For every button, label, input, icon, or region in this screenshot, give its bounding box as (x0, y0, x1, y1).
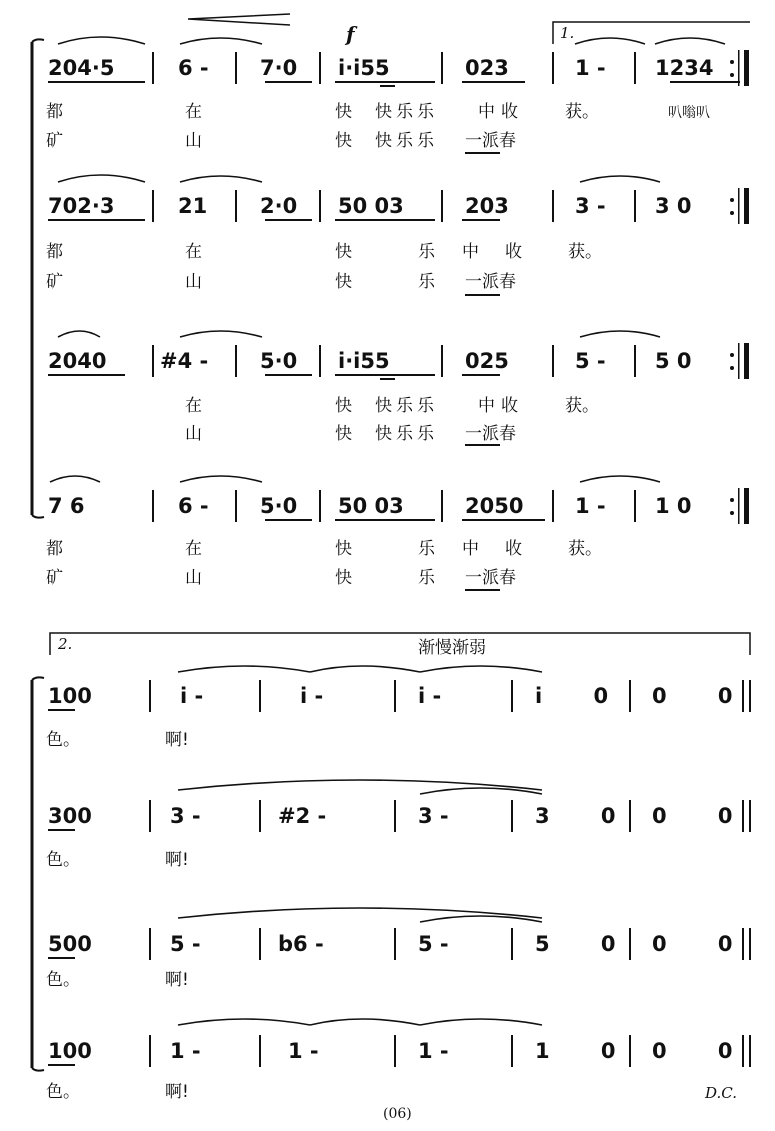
crescendo-hairpin (188, 14, 290, 25)
notes-s5-bar3: i - (300, 684, 324, 708)
notes-s6-bar4: 3 - (418, 804, 449, 828)
notes-s3-bar3: 5·0 (260, 349, 298, 373)
lyric: 快 (335, 102, 352, 122)
notes-s6-bar3: #2 - (278, 804, 327, 828)
notes-s2-bar3: 2·0 (260, 194, 298, 218)
notes-s7-bar4: 5 - (418, 932, 449, 956)
volta-1-label: 1. (560, 24, 575, 42)
lyric: 快乐乐 (375, 131, 438, 151)
notes-s4-bar1: 7 6 (48, 494, 85, 518)
notes-s2-bar7: 3 0 (655, 194, 692, 218)
notes-s8-bar3: 1 - (288, 1039, 319, 1063)
lyric: 叭嗡叭 (668, 105, 710, 121)
notes-s6-bar1: 300 (48, 804, 92, 828)
lyric: 中 (462, 242, 479, 262)
lyric: 快 (335, 568, 352, 588)
notes-s8-bar4: 1 - (418, 1039, 449, 1063)
notes-s2-bar5: 203 (465, 194, 509, 218)
notes-s6-bar6: 0 0 (652, 804, 755, 828)
notes-s7-bar1: 500 (48, 932, 92, 956)
lyric: 一派春 (465, 131, 516, 151)
lyric: 中收 (478, 396, 524, 416)
lyric: 快 (335, 396, 352, 416)
notes-s1-bar7: 1234 (655, 56, 714, 80)
notes-s5-bar5: i 0 (535, 684, 631, 708)
slurs (50, 37, 725, 1025)
tempo-marking: 渐慢渐弱 (418, 638, 486, 658)
barlines-section-2 (150, 680, 750, 1067)
lyric: 啊! (165, 730, 189, 750)
notes-s4-bar2: 6 - (178, 494, 209, 518)
notes-s5-bar4: i - (418, 684, 442, 708)
notes-s7-bar3: b6 - (278, 932, 324, 956)
lyric: 获。 (565, 396, 599, 416)
volta-2-bracket (50, 633, 750, 658)
lyric: 矿 (46, 272, 63, 292)
notes-s5-bar6: 0 0 (652, 684, 755, 708)
lyric: 都 (46, 242, 63, 262)
lyric: 啊! (165, 970, 189, 990)
lyric: 色。 (46, 970, 80, 990)
lyric: 乐 (418, 272, 435, 292)
lyric: 啊! (165, 1082, 189, 1102)
notes-s1-bar3: 7·0 (260, 56, 298, 80)
lyric: 都 (46, 102, 63, 122)
lyric: 收 (505, 242, 522, 262)
notes-s6-bar2: 3 - (170, 804, 201, 828)
repeat-barlines (730, 50, 749, 524)
rhythm-underlines (48, 82, 740, 1065)
notes-s1-bar4: i·i55 (338, 56, 390, 80)
dynamic-forte: f (346, 22, 355, 46)
lyric: 快 (335, 424, 352, 444)
lyric: 乐 (418, 539, 435, 559)
lyric: 色。 (46, 730, 80, 750)
lyric: 快乐乐 (375, 424, 438, 444)
notes-s4-bar5: 2050 (465, 494, 524, 518)
notes-s1-bar2: 6 - (178, 56, 209, 80)
lyric: 山 (185, 272, 202, 292)
notes-s2-bar4: 50 03 (338, 194, 404, 218)
lyric: 快 (335, 539, 352, 559)
lyric: 山 (185, 131, 202, 151)
notes-s3-bar2: #4 - (160, 349, 209, 373)
notes-s4-bar4: 50 03 (338, 494, 404, 518)
lyric: 矿 (46, 568, 63, 588)
notes-s1-bar5: 023 (465, 56, 509, 80)
notes-s8-bar5: 1 0 (535, 1039, 638, 1063)
lyric: 收 (505, 539, 522, 559)
lyric: 啊! (165, 850, 189, 870)
lyric: 快乐乐 (375, 102, 438, 122)
notes-s2-bar1: 702·3 (48, 194, 115, 218)
notes-s7-bar5: 5 0 (535, 932, 638, 956)
notes-s5-bar1: 100 (48, 684, 92, 708)
notes-s4-bar3: 5·0 (260, 494, 298, 518)
lyric: 快 (335, 242, 352, 262)
lyric: 一派春 (465, 568, 516, 588)
notes-s8-bar1: 100 (48, 1039, 92, 1063)
notes-s3-bar5: 025 (465, 349, 509, 373)
lyric: 一派春 (465, 272, 516, 292)
volta-2-label: 2. (58, 635, 73, 653)
barlines-section-1 (153, 52, 635, 522)
notes-s4-bar7: 1 0 (655, 494, 692, 518)
notes-s1-bar1: 204·5 (48, 56, 115, 80)
lyric: 山 (185, 424, 202, 444)
notes-s6-bar5: 3 0 (535, 804, 638, 828)
notes-s5-bar2: i - (180, 684, 204, 708)
lyric: 中 (462, 539, 479, 559)
lyric: 山 (185, 568, 202, 588)
lyric: 色。 (46, 1082, 80, 1102)
notes-s7-bar2: 5 - (170, 932, 201, 956)
lyric: 获。 (568, 242, 602, 262)
notes-s8-bar2: 1 - (170, 1039, 201, 1063)
notes-s3-bar7: 5 0 (655, 349, 692, 373)
volta-1-bracket (553, 22, 750, 44)
da-capo-marking: D.C. (705, 1084, 737, 1102)
lyric: 快乐乐 (375, 396, 438, 416)
lyric: 在 (185, 396, 202, 416)
lyric: 都 (46, 539, 63, 559)
lyric: 乐 (418, 568, 435, 588)
notes-s3-bar1: 2040 (48, 349, 107, 373)
lyric: 快 (335, 131, 352, 151)
lyric: 乐 (418, 242, 435, 262)
notes-s8-bar6: 0 0 (652, 1039, 755, 1063)
notes-s2-bar2: 21 (178, 194, 208, 218)
notes-s3-bar6: 5 - (575, 349, 606, 373)
notes-s1-bar6: 1 - (575, 56, 606, 80)
lyric: 一派春 (465, 424, 516, 444)
notes-s2-bar6: 3 - (575, 194, 606, 218)
lyric: 色。 (46, 850, 80, 870)
page-number: (06) (383, 1106, 412, 1122)
lyric: 快 (335, 272, 352, 292)
lyric: 获。 (565, 102, 599, 122)
lyric: 在 (185, 539, 202, 559)
lyric: 矿 (46, 131, 63, 151)
lyric: 在 (185, 242, 202, 262)
notes-s3-bar4: i·i55 (338, 349, 390, 373)
notes-s4-bar6: 1 - (575, 494, 606, 518)
notes-s7-bar6: 0 0 (652, 932, 755, 956)
lyric: 在 (185, 102, 202, 122)
lyric: 获。 (568, 539, 602, 559)
lyric: 中收 (478, 102, 524, 122)
